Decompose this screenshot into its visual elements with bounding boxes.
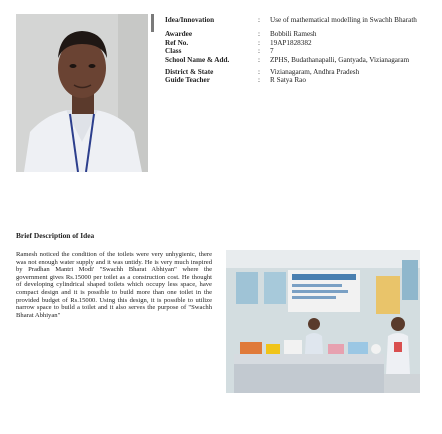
exhibition-photo <box>226 250 420 393</box>
info-row-ref <box>165 39 437 47</box>
student-portrait-photo <box>16 14 148 172</box>
info-colon: : <box>258 30 260 39</box>
info-row-school <box>165 56 437 64</box>
info-row-district <box>165 68 437 76</box>
info-colon: : <box>258 47 260 56</box>
profile-info-table <box>165 16 437 85</box>
info-value: 7 <box>270 47 274 56</box>
info-colon: : <box>258 68 260 77</box>
section-title: Brief Description of Idea <box>16 231 95 240</box>
info-value: 19AP1828382 <box>270 38 312 47</box>
info-row-awardee <box>165 30 437 38</box>
info-value: Vizianagaram, Andhra Pradesh <box>270 68 360 77</box>
info-row-class <box>165 47 437 55</box>
info-value: ZPHS, Budathanapalli, Gantyada, Vizianagaram <box>270 55 410 64</box>
info-colon: : <box>258 76 260 85</box>
info-value: R Satya Rao <box>270 76 306 85</box>
description-text: Ramesh noticed the condition of the toilets were very unhygienic, there was not enough water supply and it was untidy. He is very much inspired by Pradhan Mantri Modi' "Swachh Bharat Abhiyan" where the government gives Rs.15000 per toilet as a construction cost. He thought of developing cylindrical shaped toilets which occupy less space, have compact design and it is possible to build more than one toilet in the provided budget of Rs.15000. Using this design, it is possible to utilize narrow space to build a toilet and it also serves the purpose of "Swachh Bharat Abhiyan" <box>16 251 212 319</box>
info-label: Idea/Innovation <box>165 16 215 24</box>
info-colon: : <box>258 38 260 47</box>
info-row-guide <box>165 76 437 84</box>
info-label: School Name & Add. <box>165 55 230 64</box>
info-label: Guide Teacher <box>165 76 210 85</box>
info-value: Bobbili Ramesh <box>270 30 317 39</box>
info-colon: : <box>258 16 260 24</box>
portrait-image <box>16 14 148 172</box>
info-colon: : <box>258 55 260 64</box>
info-value: Use of mathematical modelling in Swachh Bharath <box>270 16 417 24</box>
info-label: Awardee <box>165 30 193 39</box>
exhibition-image <box>226 250 420 393</box>
info-label: Ref No. <box>165 38 189 47</box>
info-label: Class <box>165 47 182 56</box>
info-row-idea <box>165 16 437 24</box>
header-divider-bar <box>151 14 154 32</box>
info-label: District & State <box>165 68 214 77</box>
